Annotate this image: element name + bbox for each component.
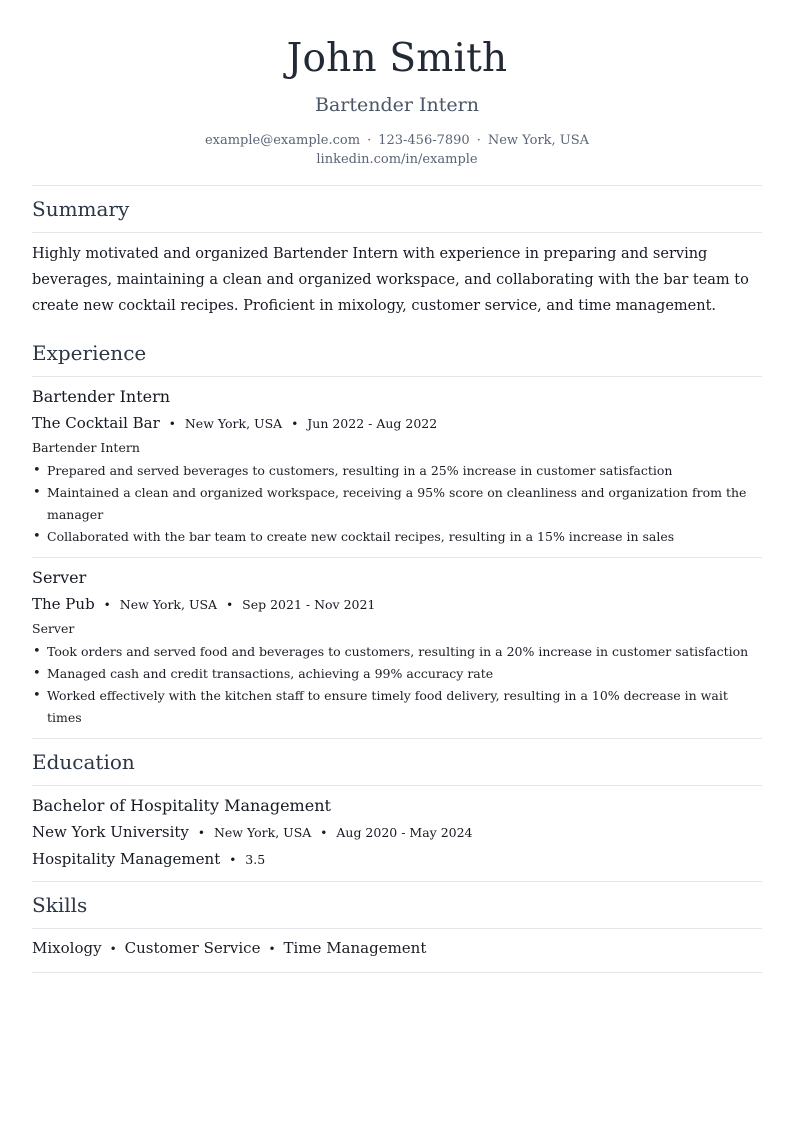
education-section: [32, 739, 762, 882]
contact-phone: 123-456-7890: [378, 133, 470, 148]
job-dates: Jun 2022 - Aug 2022: [307, 416, 438, 431]
bullet-separator: •: [268, 942, 276, 956]
section-title-experience: Experience: [32, 341, 147, 365]
contact-email[interactable]: example@example.com: [204, 133, 361, 148]
education-field-line: [32, 847, 762, 872]
bullet-separator: •: [168, 417, 176, 431]
list-item: • Managed cash and credit transactions, achieving a 99% accuracy rate: [32, 663, 762, 685]
summary-section: [32, 186, 762, 330]
job-meta: [32, 411, 762, 436]
company-name: The Pub: [32, 595, 95, 613]
bullet-separator: •: [197, 826, 205, 840]
bullet-separator: •: [109, 942, 117, 956]
list-item: • Worked effectively with the kitchen staff to ensure timely food delivery, resulting in a 10% decrease in wait times: [32, 685, 762, 729]
candidate-title: Bartender Intern: [315, 94, 479, 116]
gpa: 3.5: [245, 852, 266, 867]
education-meta: [32, 820, 762, 845]
bullet-separator: •: [103, 598, 111, 612]
school-name: New York University: [32, 823, 189, 841]
job-title: Bartender Intern: [32, 387, 171, 406]
summary-text: Highly motivated and organized Bartender Intern with experience in preparing and serving beverages, maintaining a clean and organized workspace, and collaborating with the bar team to create new cocktail recipes. Proficient in mixology, customer service, and time management.: [32, 246, 749, 314]
field-of-study: Hospitality Management: [32, 850, 221, 868]
experience-entry: [32, 558, 762, 738]
experience-entry: [32, 377, 762, 557]
job-role: Server: [32, 621, 75, 636]
resume-header: [32, 0, 762, 169]
separator: ·: [367, 133, 372, 148]
section-title-summary: Summary: [32, 197, 130, 221]
education-entry: [32, 786, 762, 881]
section-title-education: Education: [32, 750, 135, 774]
job-location: New York, USA: [184, 416, 283, 431]
skills-section: [32, 882, 762, 973]
section-title-skills: Skills: [32, 893, 88, 917]
job-title: Server: [32, 568, 87, 587]
list-item: • Collaborated with the bar team to create new cocktail recipes, resulting in a 15% increase in sales: [32, 526, 762, 548]
bullet-separator: •: [226, 598, 234, 612]
bullet-separator: •: [320, 826, 328, 840]
skills-list: [32, 929, 762, 972]
contact-info: [32, 131, 762, 169]
skill-item: Mixology: [32, 939, 102, 957]
separator: ·: [476, 133, 481, 148]
divider: [32, 972, 762, 973]
bullet-separator: •: [229, 853, 237, 867]
contact-linkedin[interactable]: linkedin.com/in/example: [316, 152, 478, 167]
contact-location: New York, USA: [487, 133, 590, 148]
degree-name: Bachelor of Hospitality Management: [32, 796, 331, 815]
list-item: • Maintained a clean and organized workspace, receiving a 95% score on cleanliness and organization from the manager: [32, 482, 762, 526]
job-dates: Sep 2021 - Nov 2021: [242, 597, 376, 612]
candidate-name: John Smith: [286, 36, 508, 81]
job-role: Bartender Intern: [32, 440, 140, 455]
company-name: The Cocktail Bar: [32, 414, 160, 432]
school-location: New York, USA: [213, 825, 312, 840]
job-bullets: [32, 641, 762, 729]
experience-section: [32, 330, 762, 739]
skill-item: Time Management: [283, 939, 427, 957]
job-location: New York, USA: [119, 597, 218, 612]
education-dates: Aug 2020 - May 2024: [336, 825, 473, 840]
list-item: • Prepared and served beverages to customers, resulting in a 25% increase in customer satisfaction: [32, 460, 762, 482]
skill-item: Customer Service: [124, 939, 261, 957]
list-item: • Took orders and served food and beverages to customers, resulting in a 20% increase in customer satisfaction: [32, 641, 762, 663]
bullet-separator: •: [291, 417, 299, 431]
job-meta: [32, 592, 762, 617]
job-bullets: [32, 460, 762, 548]
